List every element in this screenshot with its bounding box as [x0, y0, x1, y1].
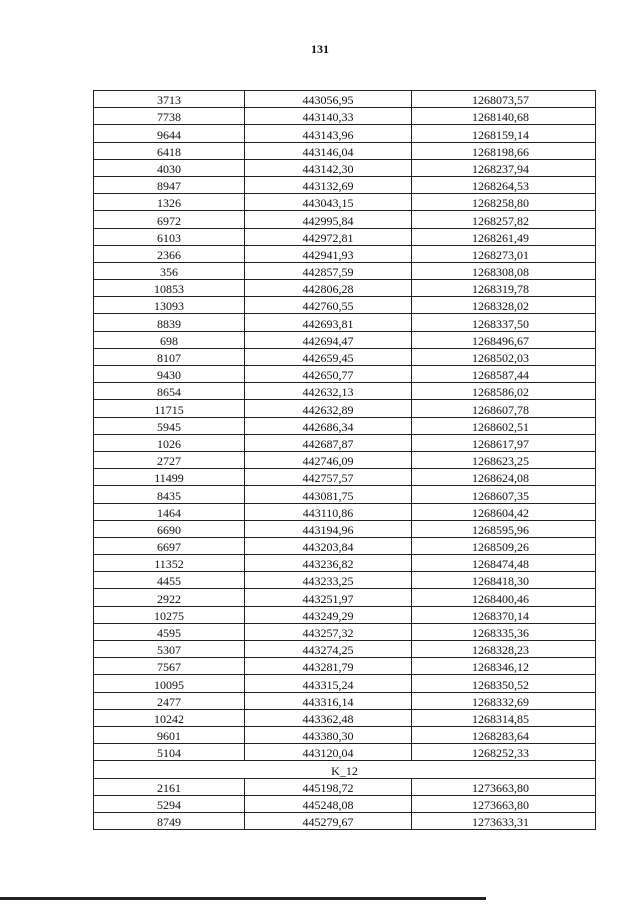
- x-coordinate-cell: 442857,59: [245, 262, 412, 279]
- table-row: [94, 245, 596, 262]
- y-coordinate-cell: 1268237,94: [412, 159, 596, 176]
- x-coordinate-cell: 443316,14: [245, 692, 412, 709]
- point-number-cell: 13093: [94, 297, 245, 314]
- point-number-cell: 11352: [94, 555, 245, 572]
- y-coordinate-cell: 1268502,03: [412, 348, 596, 365]
- y-coordinate-cell: 1268314,85: [412, 709, 596, 726]
- coordinates-table-body-k12: [94, 778, 596, 830]
- point-number-cell: 698: [94, 331, 245, 348]
- x-coordinate-cell: 445198,72: [245, 778, 412, 795]
- coordinates-table-body: [94, 91, 596, 761]
- table-row: [94, 486, 596, 503]
- point-number-cell: 5104: [94, 744, 245, 761]
- section-header-row: [94, 761, 596, 778]
- x-coordinate-cell: 442650,77: [245, 366, 412, 383]
- x-coordinate-cell: 443043,15: [245, 194, 412, 211]
- point-number-cell: 8435: [94, 486, 245, 503]
- bottom-rule: [0, 897, 486, 900]
- x-coordinate-cell: 443146,04: [245, 142, 412, 159]
- y-coordinate-cell: 1268624,08: [412, 469, 596, 486]
- table-row: [94, 400, 596, 417]
- y-coordinate-cell: 1268308,08: [412, 262, 596, 279]
- y-coordinate-cell: 1268273,01: [412, 245, 596, 262]
- point-number-cell: 7738: [94, 108, 245, 125]
- point-number-cell: 356: [94, 262, 245, 279]
- y-coordinate-cell: 1268283,64: [412, 726, 596, 743]
- table-row: [94, 503, 596, 520]
- point-number-cell: 6418: [94, 142, 245, 159]
- table-row: [94, 709, 596, 726]
- x-coordinate-cell: 443274,25: [245, 641, 412, 658]
- x-coordinate-cell: 443236,82: [245, 555, 412, 572]
- y-coordinate-cell: 1268335,36: [412, 623, 596, 640]
- table-row: [94, 297, 596, 314]
- y-coordinate-cell: 1268474,48: [412, 555, 596, 572]
- table-row: [94, 778, 596, 795]
- coordinates-table: [93, 90, 596, 830]
- table-row: [94, 795, 596, 812]
- table-row: [94, 520, 596, 537]
- point-number-cell: 2727: [94, 451, 245, 468]
- point-number-cell: 11715: [94, 400, 245, 417]
- y-coordinate-cell: 1268264,53: [412, 176, 596, 193]
- point-number-cell: 6697: [94, 537, 245, 554]
- x-coordinate-cell: 442806,28: [245, 280, 412, 297]
- x-coordinate-cell: 443315,24: [245, 675, 412, 692]
- y-coordinate-cell: 1273633,31: [412, 812, 596, 829]
- y-coordinate-cell: 1268328,23: [412, 641, 596, 658]
- table-row: [94, 91, 596, 108]
- point-number-cell: 9430: [94, 366, 245, 383]
- y-coordinate-cell: 1268319,78: [412, 280, 596, 297]
- point-number-cell: 1464: [94, 503, 245, 520]
- point-number-cell: 7567: [94, 658, 245, 675]
- y-coordinate-cell: 1268509,26: [412, 537, 596, 554]
- y-coordinate-cell: 1268159,14: [412, 125, 596, 142]
- point-number-cell: 1326: [94, 194, 245, 211]
- table-row: [94, 469, 596, 486]
- x-coordinate-cell: 442659,45: [245, 348, 412, 365]
- point-number-cell: 8839: [94, 314, 245, 331]
- x-coordinate-cell: 443056,95: [245, 91, 412, 108]
- x-coordinate-cell: 443140,33: [245, 108, 412, 125]
- x-coordinate-cell: 442746,09: [245, 451, 412, 468]
- y-coordinate-cell: 1268607,78: [412, 400, 596, 417]
- point-number-cell: 10095: [94, 675, 245, 692]
- y-coordinate-cell: 1268332,69: [412, 692, 596, 709]
- x-coordinate-cell: 443142,30: [245, 159, 412, 176]
- table-row: [94, 314, 596, 331]
- y-coordinate-cell: 1268418,30: [412, 572, 596, 589]
- table-row: [94, 366, 596, 383]
- x-coordinate-cell: 442760,55: [245, 297, 412, 314]
- table-row: [94, 606, 596, 623]
- y-coordinate-cell: 1268604,42: [412, 503, 596, 520]
- table-row: [94, 658, 596, 675]
- point-number-cell: 2366: [94, 245, 245, 262]
- point-number-cell: 2477: [94, 692, 245, 709]
- table-row: [94, 812, 596, 829]
- x-coordinate-cell: 443081,75: [245, 486, 412, 503]
- y-coordinate-cell: 1268602,51: [412, 417, 596, 434]
- x-coordinate-cell: 442757,57: [245, 469, 412, 486]
- point-number-cell: 8107: [94, 348, 245, 365]
- y-coordinate-cell: 1268252,33: [412, 744, 596, 761]
- table-row: [94, 142, 596, 159]
- y-coordinate-cell: 1268337,50: [412, 314, 596, 331]
- x-coordinate-cell: 445279,67: [245, 812, 412, 829]
- table-row: [94, 692, 596, 709]
- point-number-cell: 5945: [94, 417, 245, 434]
- table-row: [94, 194, 596, 211]
- table-row: [94, 159, 596, 176]
- y-coordinate-cell: 1273663,80: [412, 778, 596, 795]
- point-number-cell: 10275: [94, 606, 245, 623]
- x-coordinate-cell: 443281,79: [245, 658, 412, 675]
- point-number-cell: 4030: [94, 159, 245, 176]
- point-number-cell: 11499: [94, 469, 245, 486]
- y-coordinate-cell: 1268140,68: [412, 108, 596, 125]
- x-coordinate-cell: 442687,87: [245, 434, 412, 451]
- x-coordinate-cell: 443143,96: [245, 125, 412, 142]
- table-row: [94, 417, 596, 434]
- table-row: [94, 383, 596, 400]
- point-number-cell: 4455: [94, 572, 245, 589]
- x-coordinate-cell: 442941,93: [245, 245, 412, 262]
- point-number-cell: 8947: [94, 176, 245, 193]
- page-number: 131: [311, 42, 329, 56]
- x-coordinate-cell: 443362,48: [245, 709, 412, 726]
- x-coordinate-cell: 443251,97: [245, 589, 412, 606]
- table-row: [94, 262, 596, 279]
- y-coordinate-cell: 1268198,66: [412, 142, 596, 159]
- table-row: [94, 331, 596, 348]
- x-coordinate-cell: 443257,32: [245, 623, 412, 640]
- table-row: [94, 108, 596, 125]
- y-coordinate-cell: 1268350,52: [412, 675, 596, 692]
- y-coordinate-cell: 1268496,67: [412, 331, 596, 348]
- x-coordinate-cell: 442632,89: [245, 400, 412, 417]
- point-number-cell: 4595: [94, 623, 245, 640]
- section-label: K_12: [94, 761, 596, 778]
- table-row: [94, 537, 596, 554]
- y-coordinate-cell: 1268328,02: [412, 297, 596, 314]
- table-row: [94, 451, 596, 468]
- x-coordinate-cell: 443233,25: [245, 572, 412, 589]
- x-coordinate-cell: 442632,13: [245, 383, 412, 400]
- x-coordinate-cell: 445248,08: [245, 795, 412, 812]
- x-coordinate-cell: 443380,30: [245, 726, 412, 743]
- x-coordinate-cell: 443249,29: [245, 606, 412, 623]
- x-coordinate-cell: 443203,84: [245, 537, 412, 554]
- x-coordinate-cell: 443120,04: [245, 744, 412, 761]
- point-number-cell: 3713: [94, 91, 245, 108]
- table-row: [94, 555, 596, 572]
- point-number-cell: 10853: [94, 280, 245, 297]
- y-coordinate-cell: 1268261,49: [412, 228, 596, 245]
- x-coordinate-cell: 443132,69: [245, 176, 412, 193]
- point-number-cell: 5307: [94, 641, 245, 658]
- y-coordinate-cell: 1268346,12: [412, 658, 596, 675]
- table-row: [94, 589, 596, 606]
- point-number-cell: 9601: [94, 726, 245, 743]
- y-coordinate-cell: 1268586,02: [412, 383, 596, 400]
- table-row: [94, 675, 596, 692]
- point-number-cell: 1026: [94, 434, 245, 451]
- y-coordinate-cell: 1268400,46: [412, 589, 596, 606]
- table-row: [94, 744, 596, 761]
- table-row: [94, 280, 596, 297]
- x-coordinate-cell: 442693,81: [245, 314, 412, 331]
- y-coordinate-cell: 1268617,97: [412, 434, 596, 451]
- y-coordinate-cell: 1268258,80: [412, 194, 596, 211]
- point-number-cell: 6690: [94, 520, 245, 537]
- table-row: [94, 641, 596, 658]
- y-coordinate-cell: 1268073,57: [412, 91, 596, 108]
- y-coordinate-cell: 1268370,14: [412, 606, 596, 623]
- point-number-cell: 9644: [94, 125, 245, 142]
- point-number-cell: 2161: [94, 778, 245, 795]
- point-number-cell: 2922: [94, 589, 245, 606]
- x-coordinate-cell: 442972,81: [245, 228, 412, 245]
- table-row: [94, 211, 596, 228]
- point-number-cell: 8749: [94, 812, 245, 829]
- table-row: [94, 434, 596, 451]
- x-coordinate-cell: 442995,84: [245, 211, 412, 228]
- y-coordinate-cell: 1268587,44: [412, 366, 596, 383]
- y-coordinate-cell: 1268595,96: [412, 520, 596, 537]
- point-number-cell: 10242: [94, 709, 245, 726]
- point-number-cell: 8654: [94, 383, 245, 400]
- x-coordinate-cell: 442694,47: [245, 331, 412, 348]
- table-row: [94, 125, 596, 142]
- x-coordinate-cell: 442686,34: [245, 417, 412, 434]
- y-coordinate-cell: 1268607,35: [412, 486, 596, 503]
- y-coordinate-cell: 1268257,82: [412, 211, 596, 228]
- point-number-cell: 6103: [94, 228, 245, 245]
- table-row: [94, 623, 596, 640]
- x-coordinate-cell: 443110,86: [245, 503, 412, 520]
- y-coordinate-cell: 1273663,80: [412, 795, 596, 812]
- point-number-cell: 5294: [94, 795, 245, 812]
- y-coordinate-cell: 1268623,25: [412, 451, 596, 468]
- point-number-cell: 6972: [94, 211, 245, 228]
- table-row: [94, 348, 596, 365]
- table-row: [94, 726, 596, 743]
- x-coordinate-cell: 443194,96: [245, 520, 412, 537]
- table-row: [94, 228, 596, 245]
- table-row: [94, 572, 596, 589]
- table-row: [94, 176, 596, 193]
